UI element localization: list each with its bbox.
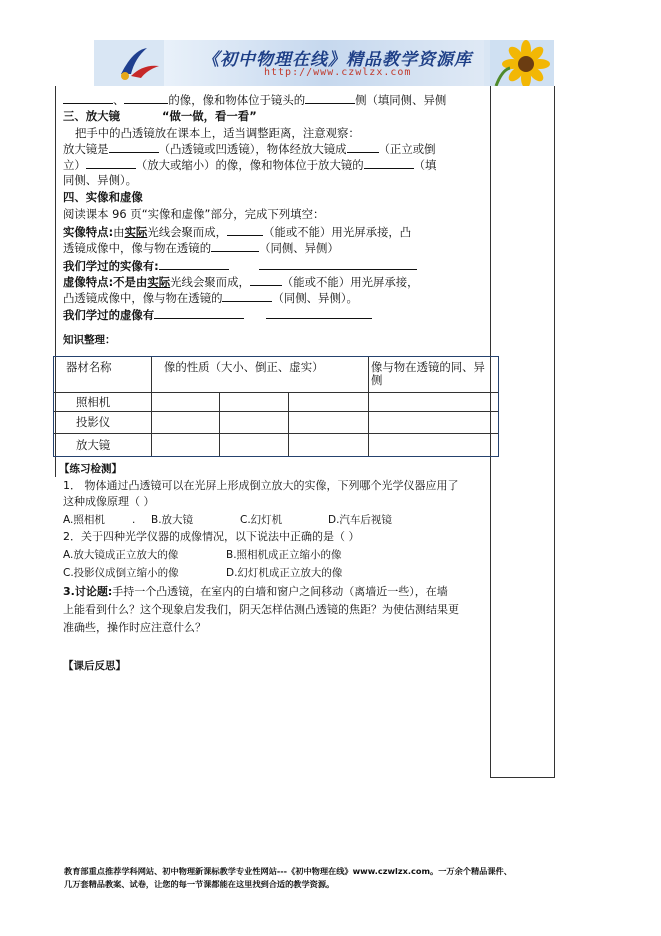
real-image-list: 我们学过的实像有: xyxy=(63,258,417,273)
footer-line-2: 几万套精品教案、试卷，让您的每一节课都能在这里找到合适的教学资源。 xyxy=(64,879,335,889)
question-1-option-a[interactable]: A.照相机 xyxy=(63,514,105,526)
table-cell[interactable] xyxy=(152,393,220,412)
question-2: 2．关于四种光学仪器的成像情况，以下说法中正确的是（ ） xyxy=(63,530,360,543)
question-1-option-d[interactable]: D.汽车后视镜 xyxy=(328,514,392,526)
frame-right-border xyxy=(554,86,555,778)
question-3-line-2: 上能看到什么？这个现象启发我们，阴天怎样估测凸透镜的焦距？为使估测结果更 xyxy=(63,603,459,616)
section3-line-a: 放大镜是 （凸透镜或凹透镜），物体经放大镜成 （正立或倒 xyxy=(63,142,436,156)
table-cell[interactable] xyxy=(152,434,220,456)
table-header-cell xyxy=(54,357,152,393)
question-2-option-a[interactable]: A.放大镜成正立放大的像 xyxy=(63,549,179,561)
frame-bottom-border xyxy=(490,777,555,778)
row-label-magnifier: 放大镜 xyxy=(76,438,111,452)
question-1-option-c[interactable]: C.幻灯机 xyxy=(240,514,283,526)
text-line-1: 、 的像，像和物体位于镜头的 侧（填同侧、异侧 xyxy=(63,92,446,107)
banner-title: 《初中物理在线》精品教学资源库 xyxy=(202,50,472,70)
section3-heading: 三、放大镜 “做一做，看一看” xyxy=(63,109,257,123)
table-cell[interactable] xyxy=(220,434,289,456)
section3-line-c: 同侧、异侧）。 xyxy=(63,173,138,187)
table-cell[interactable] xyxy=(220,412,289,434)
table-cell[interactable] xyxy=(289,434,369,456)
question-2-option-d[interactable]: D.幻灯机成正立放大的像 xyxy=(226,567,343,579)
footer-line-1: 教育部重点推荐学科网站、初中物理新课标教学专业性网站---《初中物理在线》www.czwlzx.com。一万余个精品课件、 xyxy=(64,866,512,876)
table-cell[interactable] xyxy=(152,412,220,434)
table-cell[interactable] xyxy=(369,393,498,412)
header-same-opposite-side: 像与物在透镜的同、异侧 xyxy=(371,360,485,387)
knowledge-table xyxy=(53,356,499,457)
header-equipment-name: 器材名称 xyxy=(66,360,112,374)
row-label-camera: 照相机 xyxy=(76,395,111,409)
real-image-line-1: 实像特点:由实际光线会聚而成， （能或不能）用光屏承接，凸 xyxy=(63,225,412,239)
question-1-dot: . xyxy=(132,514,136,526)
real-image-line-2: 透镜成像中，像与物在透镜的 （同侧、异侧） xyxy=(63,241,339,255)
table-row-label-cell xyxy=(54,412,152,434)
table-cell[interactable] xyxy=(369,434,498,456)
virtual-image-line-2: 凸透镜成像中，像与物在透镜的 （同侧、异侧）。 xyxy=(63,291,358,305)
knowledge-heading: 知识整理： xyxy=(63,334,116,346)
table-cell[interactable] xyxy=(289,412,369,434)
exercise-heading: 【练习检测】 xyxy=(59,463,122,475)
question-3-line-1: 3.讨论题:手持一个凸透镜，在室内的白墙和窗户之间移动（离墙近一些），在墙 xyxy=(63,585,448,598)
banner-url[interactable]: http://www.czwlzx.com xyxy=(264,67,412,78)
reflection-heading: 【课后反思】 xyxy=(63,660,126,672)
header-image-property: 像的性质（大小、倒正、虚实） xyxy=(164,360,324,374)
row-label-projector: 投影仪 xyxy=(76,415,111,429)
question-2-option-c[interactable]: C.投影仪成倒立缩小的像 xyxy=(63,567,179,579)
question-1-line-1: 1． 物体通过凸透镜可以在光屏上形成倒立放大的实像，下列哪个光学仪器应用了 xyxy=(63,479,459,492)
sunflower-icon xyxy=(490,40,554,86)
question-3-line-3: 准确些，操作时应注意什么？ xyxy=(63,621,206,634)
table-cell[interactable] xyxy=(220,393,289,412)
table-cell[interactable] xyxy=(369,412,498,434)
section4-intro: 阅读课本 96 页“实像和虚像”部分，完成下列填空： xyxy=(63,207,325,221)
question-1-line-2: 这种成像原理（ ） xyxy=(63,495,155,508)
question-2-option-b[interactable]: B.照相机成正立缩小的像 xyxy=(226,549,342,561)
table-row-label-cell xyxy=(54,393,152,412)
table-row-label-cell xyxy=(54,434,152,456)
virtual-image-list: 我们学过的虚像有 xyxy=(63,307,372,322)
table-header-cell xyxy=(369,357,498,393)
table-cell[interactable] xyxy=(289,393,369,412)
question-1-option-b[interactable]: B.放大镜 xyxy=(151,514,194,526)
table-header-cell xyxy=(152,357,369,393)
section4-heading: 四、实像和虚像 xyxy=(63,190,143,204)
section3-intro: 把手中的凸透镜放在课本上，适当调整距离，注意观察： xyxy=(75,126,360,140)
site-logo-icon xyxy=(113,44,165,82)
section3-line-b: 立） （放大或缩小）的像，像和物体位于放大镜的 （填 xyxy=(63,158,437,172)
virtual-image-line-1: 虚像特点:不是由实际光线会聚而成， （能或不能）用光屏承接， xyxy=(63,275,419,289)
